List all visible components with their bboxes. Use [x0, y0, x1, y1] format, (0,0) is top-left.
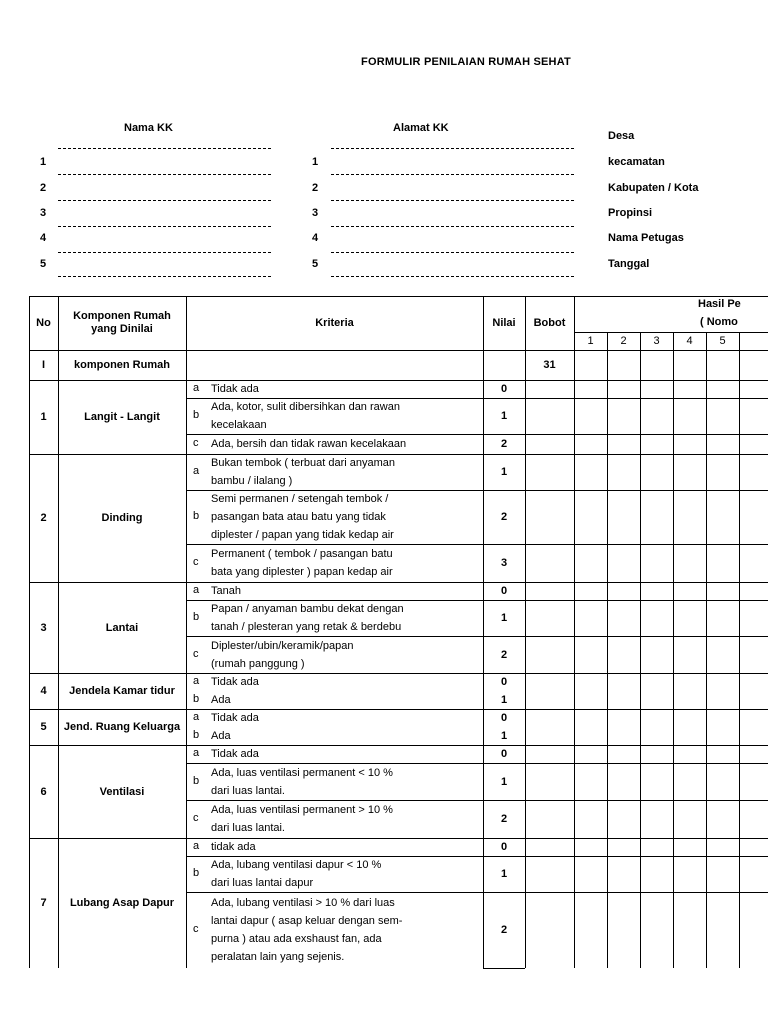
table-rule: [607, 332, 608, 968]
hasil-score-cell[interactable]: [706, 673, 739, 691]
nilai-value: 0: [500, 712, 508, 724]
nilai-value: 1: [500, 868, 508, 880]
bobot-cell[interactable]: [525, 398, 574, 434]
criteria-text: Tidak ada: [211, 383, 259, 395]
criteria-text: Ada, kotor, sulit dibersihkan dan rawan kecelakaan: [211, 401, 400, 431]
table-rule: [483, 800, 525, 801]
table-rule: [483, 490, 525, 491]
hasil-score-cell[interactable]: [640, 490, 673, 544]
hasil-score-cell[interactable]: [640, 636, 673, 673]
hasil-score-cell[interactable]: [607, 709, 640, 727]
hasil-score-cell[interactable]: [706, 856, 739, 892]
nilai-value: 2: [500, 813, 508, 825]
item-number: 6: [40, 785, 47, 798]
hasil-score-cell[interactable]: [706, 763, 739, 800]
nilai-value: 2: [500, 924, 508, 936]
column-header-nomor: ( Nomo: [700, 316, 738, 328]
nama-kk-label: Nama KK: [124, 122, 173, 134]
table-rule: [186, 892, 483, 893]
hasil-score-cell[interactable]: [673, 582, 706, 600]
hasil-score-cell[interactable]: [574, 454, 607, 490]
hasil-score-cell[interactable]: [607, 380, 640, 398]
criteria-letter: a: [193, 747, 200, 759]
hasil-score-cell[interactable]: [673, 490, 706, 544]
table-rule: [58, 296, 59, 968]
criteria-text: Ada, lubang ventilasi dapur < 10 % dari luas lantai dapur: [211, 859, 382, 889]
item-name: Jendela Kamar tidur: [69, 685, 175, 697]
criteria-text: tidak ada: [211, 841, 256, 853]
table-rule: [483, 892, 525, 893]
nilai-value: 3: [500, 557, 508, 569]
item-number: 1: [40, 411, 47, 423]
hasil-score-cell[interactable]: [574, 709, 607, 727]
column-header-kriteria: Kriteria: [315, 317, 354, 329]
bobot-cell[interactable]: [525, 745, 574, 763]
hasil-score-cell[interactable]: [673, 636, 706, 673]
bobot-cell[interactable]: [525, 856, 574, 892]
alamat-kk-line-number: 5: [312, 258, 319, 270]
hasil-score-cell[interactable]: [574, 763, 607, 800]
bobot-cell[interactable]: [525, 727, 574, 745]
alamat-kk-field-line[interactable]: [331, 252, 574, 253]
alamat-kk-label: Alamat KK: [393, 122, 449, 134]
nama-kk-field-line[interactable]: [58, 252, 271, 253]
hasil-score-cell[interactable]: [673, 434, 706, 454]
hasil-score-cell[interactable]: [673, 727, 706, 745]
hasil-score-cell[interactable]: [673, 800, 706, 838]
nama-kk-line-number: 2: [40, 182, 47, 194]
hasil-score-cell[interactable]: [574, 745, 607, 763]
page-title: FORMULIR PENILAIAN RUMAH SEHAT: [361, 56, 571, 68]
hasil-score-cell[interactable]: [673, 709, 706, 727]
criteria-text: Ada: [211, 694, 231, 706]
hasil-score-cell[interactable]: [673, 380, 706, 398]
criteria-text: Tanah: [211, 585, 241, 597]
criteria-letter: b: [193, 774, 200, 787]
bobot-cell[interactable]: [525, 691, 574, 709]
hasil-score-cell[interactable]: [574, 636, 607, 673]
criteria-letter: c: [193, 556, 199, 568]
column-header-no: No: [36, 317, 51, 329]
hasil-score-cell[interactable]: [607, 454, 640, 490]
hasil-score-cell[interactable]: [673, 673, 706, 691]
section-name: komponen Rumah: [74, 359, 170, 371]
hasil-score-cell[interactable]: [706, 490, 739, 544]
hasil-score-cell[interactable]: [640, 892, 673, 968]
criteria-letter: a: [193, 711, 200, 723]
criteria-text: Bukan tembok ( terbuat dari anyaman bambu / ilalang ): [211, 457, 396, 487]
hasil-score-cell[interactable]: [574, 838, 607, 856]
table-rule: [640, 332, 641, 968]
hasil-score-cell[interactable]: [574, 600, 607, 636]
hasil-score-cell[interactable]: [607, 434, 640, 454]
criteria-text: Papan / anyaman bambu dekat dengan tanah / plesteran yang retak & berdebu: [211, 603, 404, 633]
nilai-value: 1: [500, 694, 508, 706]
hasil-number-header: 4: [686, 335, 693, 347]
criteria-letter: b: [193, 510, 200, 522]
bobot-cell[interactable]: [525, 709, 574, 727]
nilai-value: 1: [500, 612, 508, 624]
criteria-text: Semi permanen / setengah tembok / pasangan bata atau batu yang tidak diplester / papan yang tidak kedap air: [211, 493, 394, 541]
nilai-value: 2: [500, 511, 508, 523]
table-rule: [483, 398, 525, 399]
bobot-cell[interactable]: [525, 763, 574, 800]
nama-kk-line-number: 3: [40, 207, 47, 219]
table-rule: [706, 332, 707, 968]
bobot-cell[interactable]: [525, 544, 574, 582]
table-rule: [483, 763, 525, 764]
hasil-score-cell[interactable]: [706, 745, 739, 763]
bobot-cell[interactable]: [525, 800, 574, 838]
hasil-score-cell[interactable]: [706, 380, 739, 398]
table-rule: [483, 636, 525, 637]
nama-kk-field-line[interactable]: [58, 276, 271, 277]
criteria-letter: a: [193, 840, 200, 852]
hasil-score-cell[interactable]: [574, 892, 607, 968]
hasil-score-cell[interactable]: [607, 745, 640, 763]
criteria-text: Tidak ada: [211, 748, 259, 760]
hasil-score-cell[interactable]: [574, 490, 607, 544]
hasil-score-cell[interactable]: [673, 745, 706, 763]
hasil-score-cell[interactable]: [640, 544, 673, 582]
hasil-score-cell[interactable]: [640, 454, 673, 490]
hasil-score-cell[interactable]: [574, 434, 607, 454]
table-rule: [483, 856, 525, 857]
hasil-score-cell[interactable]: [673, 892, 706, 968]
hasil-score-cell[interactable]: [706, 398, 739, 434]
table-rule: [739, 332, 740, 968]
hasil-score-cell[interactable]: [706, 434, 739, 454]
hasil-number-header: 3: [653, 335, 660, 347]
info-label: Propinsi: [608, 207, 653, 219]
section-bobot: 31: [543, 359, 556, 371]
hasil-score-cell[interactable]: [607, 691, 640, 709]
table-rule: [483, 600, 525, 601]
bobot-cell[interactable]: [525, 838, 574, 856]
info-label: kecamatan: [608, 156, 665, 168]
hasil-score-cell[interactable]: [640, 763, 673, 800]
hasil-number-header: 2: [620, 335, 627, 347]
hasil-score-cell[interactable]: [574, 398, 607, 434]
nilai-value: 1: [500, 410, 508, 422]
table-rule: [574, 296, 575, 968]
nilai-value: 0: [500, 676, 508, 688]
hasil-score-cell[interactable]: [574, 380, 607, 398]
hasil-score-cell[interactable]: [706, 454, 739, 490]
nama-kk-field-line[interactable]: [58, 226, 271, 227]
hasil-score-cell[interactable]: [574, 582, 607, 600]
hasil-score-cell[interactable]: [574, 856, 607, 892]
nilai-value: 1: [500, 466, 508, 478]
column-header-nilai: Nilai: [492, 317, 516, 329]
nilai-value: 1: [500, 775, 508, 788]
hasil-score-cell[interactable]: [607, 600, 640, 636]
hasil-score-cell[interactable]: [706, 709, 739, 727]
item-name: Lantai: [105, 621, 139, 634]
criteria-letter: b: [193, 409, 200, 421]
criteria-text: Ada, luas ventilasi permanent > 10 % dari luas lantai.: [211, 804, 393, 834]
criteria-letter: c: [193, 647, 199, 660]
hasil-score-cell[interactable]: [640, 709, 673, 727]
hasil-score-cell[interactable]: [673, 544, 706, 582]
hasil-score-cell[interactable]: [640, 727, 673, 745]
criteria-letter: b: [193, 693, 200, 705]
item-number: 2: [40, 512, 47, 524]
hasil-number-header: 5: [719, 335, 726, 347]
criteria-text: Ada, bersih dan tidak rawan kecelakaan: [211, 438, 407, 450]
hasil-score-cell[interactable]: [574, 691, 607, 709]
criteria-letter: b: [193, 729, 200, 741]
nilai-value: 0: [500, 585, 508, 597]
hasil-score-cell[interactable]: [607, 892, 640, 968]
criteria-text: Ada, lubang ventilasi > 10 % dari luas lantai dapur ( asap keluar dengan sem- purna ) atau ada exshaust fan, ada peralatan lain yang sejenis.: [211, 897, 403, 963]
hasil-score-cell[interactable]: [640, 856, 673, 892]
bobot-cell[interactable]: [525, 582, 574, 600]
hasil-score-cell[interactable]: [706, 691, 739, 709]
hasil-score-cell[interactable]: [673, 600, 706, 636]
alamat-kk-field-line[interactable]: [331, 148, 574, 149]
hasil-score-cell[interactable]: [706, 544, 739, 582]
bobot-cell[interactable]: [525, 600, 574, 636]
hasil-score-cell[interactable]: [673, 454, 706, 490]
alamat-kk-line-number: 3: [312, 207, 319, 219]
criteria-letter: c: [193, 812, 199, 824]
criteria-letter: a: [193, 584, 200, 596]
bobot-cell[interactable]: [525, 454, 574, 490]
criteria-text: Tidak ada: [211, 676, 259, 688]
table-rule: [673, 332, 674, 968]
table-rule: [525, 296, 526, 968]
item-name: Dinding: [101, 512, 143, 524]
nama-kk-field-line[interactable]: [58, 174, 271, 175]
hasil-score-cell[interactable]: [706, 838, 739, 856]
criteria-letter: a: [193, 465, 200, 477]
alamat-kk-field-line[interactable]: [331, 200, 574, 201]
hasil-score-cell[interactable]: [607, 856, 640, 892]
hasil-score-cell[interactable]: [574, 800, 607, 838]
criteria-letter: c: [193, 437, 199, 449]
item-name: Ventilasi: [99, 785, 145, 798]
bobot-cell[interactable]: [525, 380, 574, 398]
hasil-score-cell[interactable]: [640, 691, 673, 709]
hasil-score-cell[interactable]: [673, 398, 706, 434]
hasil-score-cell[interactable]: [640, 800, 673, 838]
item-name: Langit - Langit: [84, 411, 160, 423]
column-header-komponen: Komponen Rumah yang Dinilai: [73, 310, 171, 335]
criteria-letter: a: [193, 675, 200, 687]
bobot-cell[interactable]: [525, 892, 574, 968]
hasil-score-cell[interactable]: [607, 763, 640, 800]
hasil-number-header: 1: [587, 335, 594, 347]
item-name: Lubang Asap Dapur: [69, 897, 175, 909]
info-label: Nama Petugas: [608, 232, 684, 244]
item-number: 3: [40, 621, 47, 634]
hasil-score-cell[interactable]: [607, 727, 640, 745]
hasil-score-cell[interactable]: [607, 490, 640, 544]
nilai-value: 0: [500, 841, 508, 853]
criteria-letter: a: [193, 382, 200, 394]
column-header-hasil: Hasil Pe: [698, 298, 741, 310]
section-number: I: [41, 359, 46, 371]
table-rule: [186, 296, 187, 968]
hasil-score-cell[interactable]: [640, 745, 673, 763]
hasil-score-cell[interactable]: [640, 434, 673, 454]
hasil-score-cell[interactable]: [607, 636, 640, 673]
criteria-letter: b: [193, 867, 200, 879]
table-rule: [29, 296, 30, 968]
hasil-score-cell[interactable]: [706, 892, 739, 968]
info-label: Desa: [608, 130, 635, 142]
hasil-score-cell[interactable]: [673, 838, 706, 856]
nama-kk-field-line[interactable]: [58, 148, 271, 149]
criteria-text: Ada, luas ventilasi permanent < 10 % dari luas lantai.: [211, 766, 393, 797]
hasil-score-cell[interactable]: [607, 838, 640, 856]
hasil-score-cell[interactable]: [574, 727, 607, 745]
alamat-kk-line-number: 2: [312, 182, 319, 194]
table-rule: [483, 434, 525, 435]
criteria-text: Tidak ada: [211, 712, 259, 724]
hasil-score-cell[interactable]: [640, 600, 673, 636]
nilai-value: 0: [500, 748, 508, 760]
nama-kk-line-number: 1: [40, 156, 47, 168]
item-number: 5: [40, 721, 47, 733]
alamat-kk-field-line[interactable]: [331, 276, 574, 277]
hasil-score-cell[interactable]: [706, 636, 739, 673]
info-label: Kabupaten / Kota: [608, 182, 699, 194]
hasil-score-cell[interactable]: [640, 838, 673, 856]
nilai-value: 1: [500, 730, 508, 742]
nama-kk-line-number: 5: [40, 258, 47, 270]
hasil-score-cell[interactable]: [640, 582, 673, 600]
bobot-cell[interactable]: [525, 673, 574, 691]
hasil-score-cell[interactable]: [607, 544, 640, 582]
hasil-score-cell[interactable]: [574, 673, 607, 691]
hasil-score-cell[interactable]: [607, 800, 640, 838]
nilai-value: 2: [500, 438, 508, 450]
hasil-score-cell[interactable]: [673, 763, 706, 800]
hasil-score-cell[interactable]: [706, 600, 739, 636]
info-label: Tanggal: [608, 258, 650, 270]
hasil-score-cell[interactable]: [673, 691, 706, 709]
item-number: 7: [40, 897, 47, 909]
hasil-score-cell[interactable]: [640, 398, 673, 434]
table-rule: [483, 968, 525, 969]
criteria-letter: b: [193, 611, 200, 623]
item-number: 4: [40, 685, 47, 697]
hasil-score-cell[interactable]: [673, 856, 706, 892]
hasil-score-cell[interactable]: [574, 544, 607, 582]
criteria-text: Diplester/ubin/keramik/papan (rumah panggung ): [211, 639, 354, 670]
table-rule: [483, 544, 525, 545]
hasil-score-cell[interactable]: [706, 582, 739, 600]
table-rule: [483, 296, 484, 968]
alamat-kk-field-line[interactable]: [331, 226, 574, 227]
bobot-cell[interactable]: [525, 636, 574, 673]
hasil-score-cell[interactable]: [640, 380, 673, 398]
hasil-score-cell[interactable]: [607, 673, 640, 691]
nilai-value: 2: [500, 648, 508, 661]
bobot-cell[interactable]: [525, 434, 574, 454]
nama-kk-line-number: 4: [40, 232, 47, 244]
bobot-cell[interactable]: [525, 490, 574, 544]
hasil-score-cell[interactable]: [607, 582, 640, 600]
hasil-score-cell[interactable]: [706, 727, 739, 745]
nilai-value: 0: [500, 383, 508, 395]
item-name: Jend. Ruang Keluarga: [63, 721, 181, 733]
criteria-text: Ada: [211, 730, 231, 742]
criteria-letter: c: [193, 923, 199, 935]
alamat-kk-line-number: 1: [312, 156, 319, 168]
alamat-kk-field-line[interactable]: [331, 174, 574, 175]
hasil-score-cell[interactable]: [706, 800, 739, 838]
hasil-score-cell[interactable]: [640, 673, 673, 691]
nama-kk-field-line[interactable]: [58, 200, 271, 201]
column-header-bobot: Bobot: [533, 317, 566, 329]
alamat-kk-line-number: 4: [312, 232, 319, 244]
hasil-score-cell[interactable]: [607, 398, 640, 434]
criteria-text: Permanent ( tembok / pasangan batu bata yang diplester ) papan kedap air: [211, 548, 393, 578]
